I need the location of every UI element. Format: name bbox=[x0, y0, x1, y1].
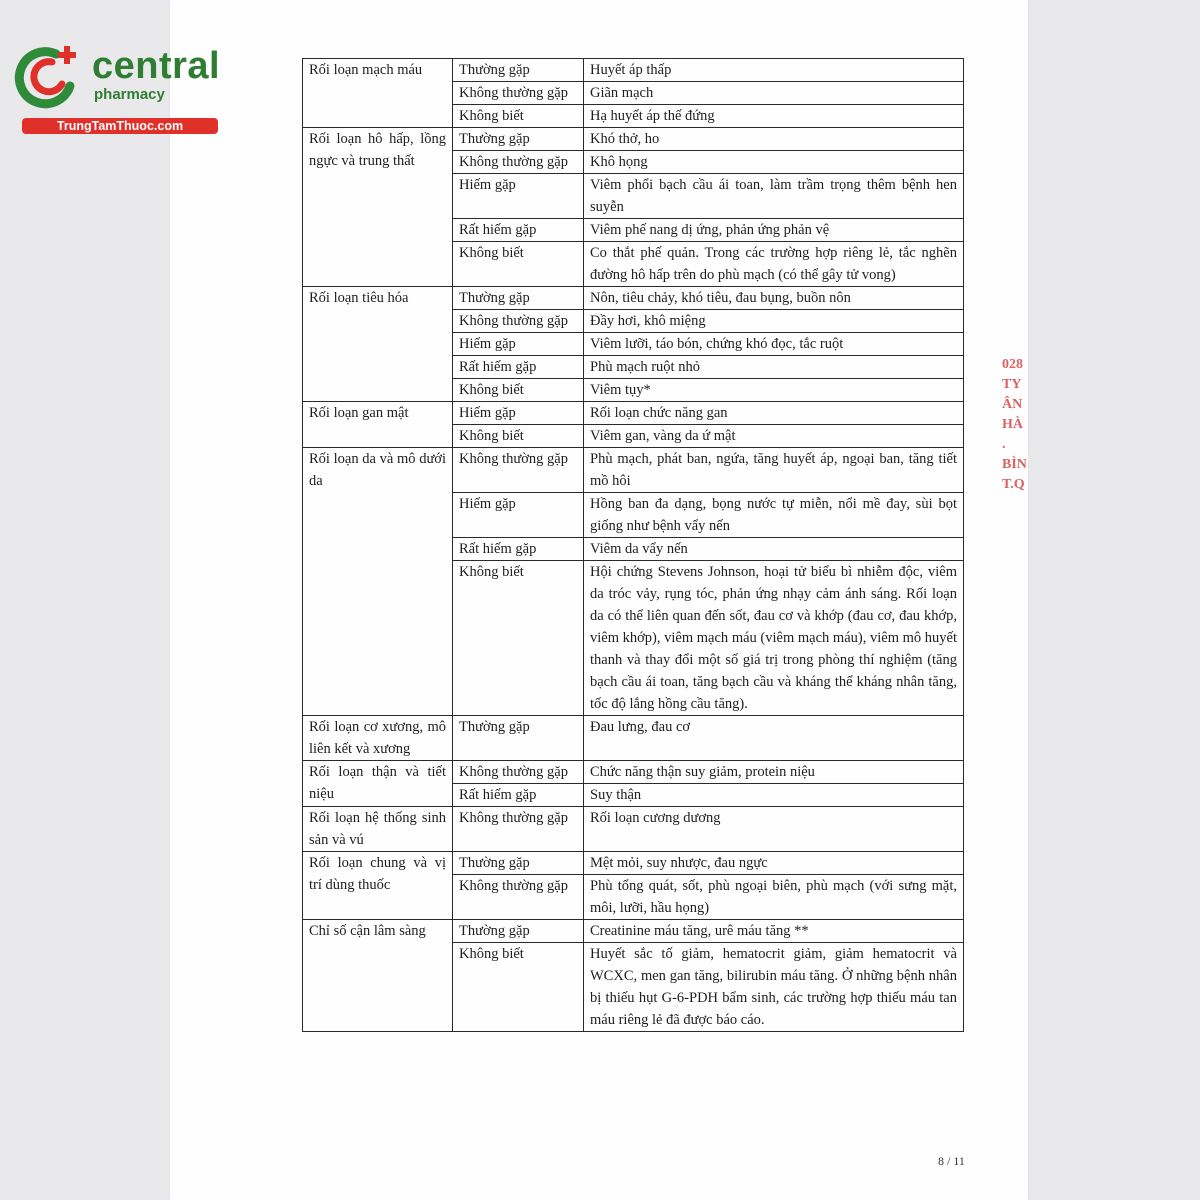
frequency-cell: Không thường gặp bbox=[453, 448, 584, 493]
frequency-cell: Rất hiếm gặp bbox=[453, 538, 584, 561]
organ-system-cell: Rối loạn tiêu hóa bbox=[303, 287, 453, 402]
adverse-effect-cell: Rối loạn chức năng gan bbox=[584, 402, 964, 425]
adverse-effect-cell: Viêm lưỡi, táo bón, chứng khó đọc, tắc ruột bbox=[584, 333, 964, 356]
frequency-cell: Thường gặp bbox=[453, 716, 584, 761]
adverse-effect-cell: Mệt mỏi, suy nhược, đau ngực bbox=[584, 852, 964, 875]
adverse-effect-cell: Khó thở, ho bbox=[584, 128, 964, 151]
frequency-cell: Thường gặp bbox=[453, 920, 584, 943]
adverse-effect-cell: Viêm phổi bạch cầu ái toan, làm trầm trọng thêm bệnh hen suyễn bbox=[584, 174, 964, 219]
adverse-effect-cell: Viêm tụy* bbox=[584, 379, 964, 402]
adverse-effect-cell: Phù mạch, phát ban, ngứa, tăng huyết áp, ngoại ban, tăng tiết mồ hôi bbox=[584, 448, 964, 493]
stamp-text: TY bbox=[1002, 377, 1022, 392]
organ-system-cell: Chỉ số cận lâm sàng bbox=[303, 920, 453, 1032]
adverse-effect-cell: Phù tổng quát, sốt, phù ngoại biên, phù mạch (với sưng mặt, môi, lưỡi, hầu họng) bbox=[584, 875, 964, 920]
organ-system-cell: Rối loạn hô hấp, lồng ngực và trung thất bbox=[303, 128, 453, 287]
frequency-cell: Thường gặp bbox=[453, 128, 584, 151]
organ-system-cell: Rối loạn cơ xương, mô liên kết và xương bbox=[303, 716, 453, 761]
frequency-cell: Thường gặp bbox=[453, 59, 584, 82]
organ-system-cell: Rối loạn thận và tiết niệu bbox=[303, 761, 453, 807]
frequency-cell: Hiếm gặp bbox=[453, 174, 584, 219]
frequency-cell: Hiếm gặp bbox=[453, 493, 584, 538]
central-pharmacy-logo[interactable] bbox=[8, 36, 221, 136]
table-row bbox=[303, 920, 964, 943]
stamp-text: ÂN bbox=[1002, 397, 1023, 412]
stamp-text: 028 bbox=[1002, 357, 1023, 372]
frequency-cell: Không biết bbox=[453, 379, 584, 402]
adverse-effect-cell: Chức năng thận suy giảm, protein niệu bbox=[584, 761, 964, 784]
frequency-cell: Hiếm gặp bbox=[453, 402, 584, 425]
table-row bbox=[303, 761, 964, 784]
frequency-cell: Thường gặp bbox=[453, 287, 584, 310]
table-row bbox=[303, 402, 964, 425]
logo-subtitle: pharmacy bbox=[94, 86, 165, 103]
adverse-effect-cell: Suy thận bbox=[584, 784, 964, 807]
adverse-effect-cell: Huyết sắc tố giảm, hematocrit giảm, giảm hematocrit và WCXC, men gan tăng, bilirubin máu tăng. Ở những bệnh nhân bị thiếu hụt G-6-PDH bẩm sinh, các trường hợp thiếu máu tan máu riêng lẻ đã được báo cáo. bbox=[584, 943, 964, 1032]
table-row bbox=[303, 287, 964, 310]
adverse-effect-cell: Hội chứng Stevens Johnson, hoại tử biểu bì nhiễm độc, viêm da tróc vảy, rụng tóc, phản ứng nhạy cảm ánh sáng. Rối loạn da có thể liên quan đến sốt, đau cơ và khớp (đau cơ, đau khớp, viêm khớp), viêm mạch máu (viêm mạch máu), viêm mô huyết thanh và thay đổi một số giá trị trong phòng thí nghiệm (tăng bạch cầu ái toan, tăng bạch cầu và kháng thể kháng nhân tăng, tốc độ lắng hồng cầu tăng). bbox=[584, 561, 964, 716]
adverse-effects-table-body bbox=[303, 59, 964, 1032]
organ-system-cell: Rối loạn gan mật bbox=[303, 402, 453, 448]
stamp-text: . BÌN bbox=[1002, 437, 1027, 472]
adverse-effect-cell: Giãn mạch bbox=[584, 82, 964, 105]
frequency-cell: Không thường gặp bbox=[453, 875, 584, 920]
frequency-cell: Không biết bbox=[453, 561, 584, 716]
adverse-effects-table bbox=[302, 58, 964, 1032]
pharmacy-cross-icon bbox=[12, 40, 84, 112]
adverse-effect-cell: Phù mạch ruột nhỏ bbox=[584, 356, 964, 379]
page-number: 8 / 11 bbox=[938, 1154, 965, 1168]
frequency-cell: Không biết bbox=[453, 425, 584, 448]
frequency-cell: Thường gặp bbox=[453, 852, 584, 875]
frequency-cell: Rất hiếm gặp bbox=[453, 784, 584, 807]
adverse-effect-cell: Khô họng bbox=[584, 151, 964, 174]
adverse-effect-cell: Đầy hơi, khô miệng bbox=[584, 310, 964, 333]
organ-system-cell: Rối loạn hệ thống sinh sản và vú bbox=[303, 807, 453, 852]
frequency-cell: Rất hiếm gặp bbox=[453, 356, 584, 379]
adverse-effect-cell: Rối loạn cương dương bbox=[584, 807, 964, 852]
stamp-text: T.Q bbox=[1002, 477, 1025, 492]
stamp-text: HÀ bbox=[1002, 417, 1023, 432]
organ-system-cell: Rối loạn chung và vị trí dùng thuốc bbox=[303, 852, 453, 920]
frequency-cell: Không biết bbox=[453, 242, 584, 287]
frequency-cell: Hiếm gặp bbox=[453, 333, 584, 356]
frequency-cell: Không thường gặp bbox=[453, 807, 584, 852]
table-row bbox=[303, 807, 964, 852]
adverse-effect-cell: Huyết áp thấp bbox=[584, 59, 964, 82]
frequency-cell: Rất hiếm gặp bbox=[453, 219, 584, 242]
adverse-effect-cell: Viêm da vẩy nến bbox=[584, 538, 964, 561]
adverse-effect-cell: Nôn, tiêu chảy, khó tiêu, đau bụng, buồn nôn bbox=[584, 287, 964, 310]
frequency-cell: Không biết bbox=[453, 943, 584, 1032]
table-row bbox=[303, 852, 964, 875]
logo-brand: central bbox=[92, 45, 221, 87]
table-row bbox=[303, 448, 964, 493]
frequency-cell: Không thường gặp bbox=[453, 761, 584, 784]
logo-site-url[interactable]: TrungTamThuoc.com bbox=[22, 118, 218, 134]
frequency-cell: Không thường gặp bbox=[453, 310, 584, 333]
table-row bbox=[303, 59, 964, 82]
adverse-effect-cell: Viêm phế nang dị ứng, phản ứng phản vệ bbox=[584, 219, 964, 242]
adverse-effect-cell: Creatinine máu tăng, urê máu tăng ** bbox=[584, 920, 964, 943]
table-row bbox=[303, 716, 964, 761]
frequency-cell: Không biết bbox=[453, 105, 584, 128]
frequency-cell: Không thường gặp bbox=[453, 151, 584, 174]
table-row bbox=[303, 128, 964, 151]
frequency-cell: Không thường gặp bbox=[453, 82, 584, 105]
red-stamp-fragment bbox=[1002, 355, 1032, 505]
adverse-effect-cell: Hồng ban đa dạng, bọng nước tự miễn, nổi mề đay, sùi bọt giống như bệnh vẩy nến bbox=[584, 493, 964, 538]
adverse-effect-cell: Viêm gan, vàng da ứ mật bbox=[584, 425, 964, 448]
adverse-effect-cell: Hạ huyết áp thế đứng bbox=[584, 105, 964, 128]
adverse-effect-cell: Đau lưng, đau cơ bbox=[584, 716, 964, 761]
organ-system-cell: Rối loạn mạch máu bbox=[303, 59, 453, 128]
adverse-effect-cell: Co thắt phế quản. Trong các trường hợp riêng lẻ, tắc nghẽn đường hô hấp trên do phù mạch (có thể gây tử vong) bbox=[584, 242, 964, 287]
organ-system-cell: Rối loạn da và mô dưới da bbox=[303, 448, 453, 716]
